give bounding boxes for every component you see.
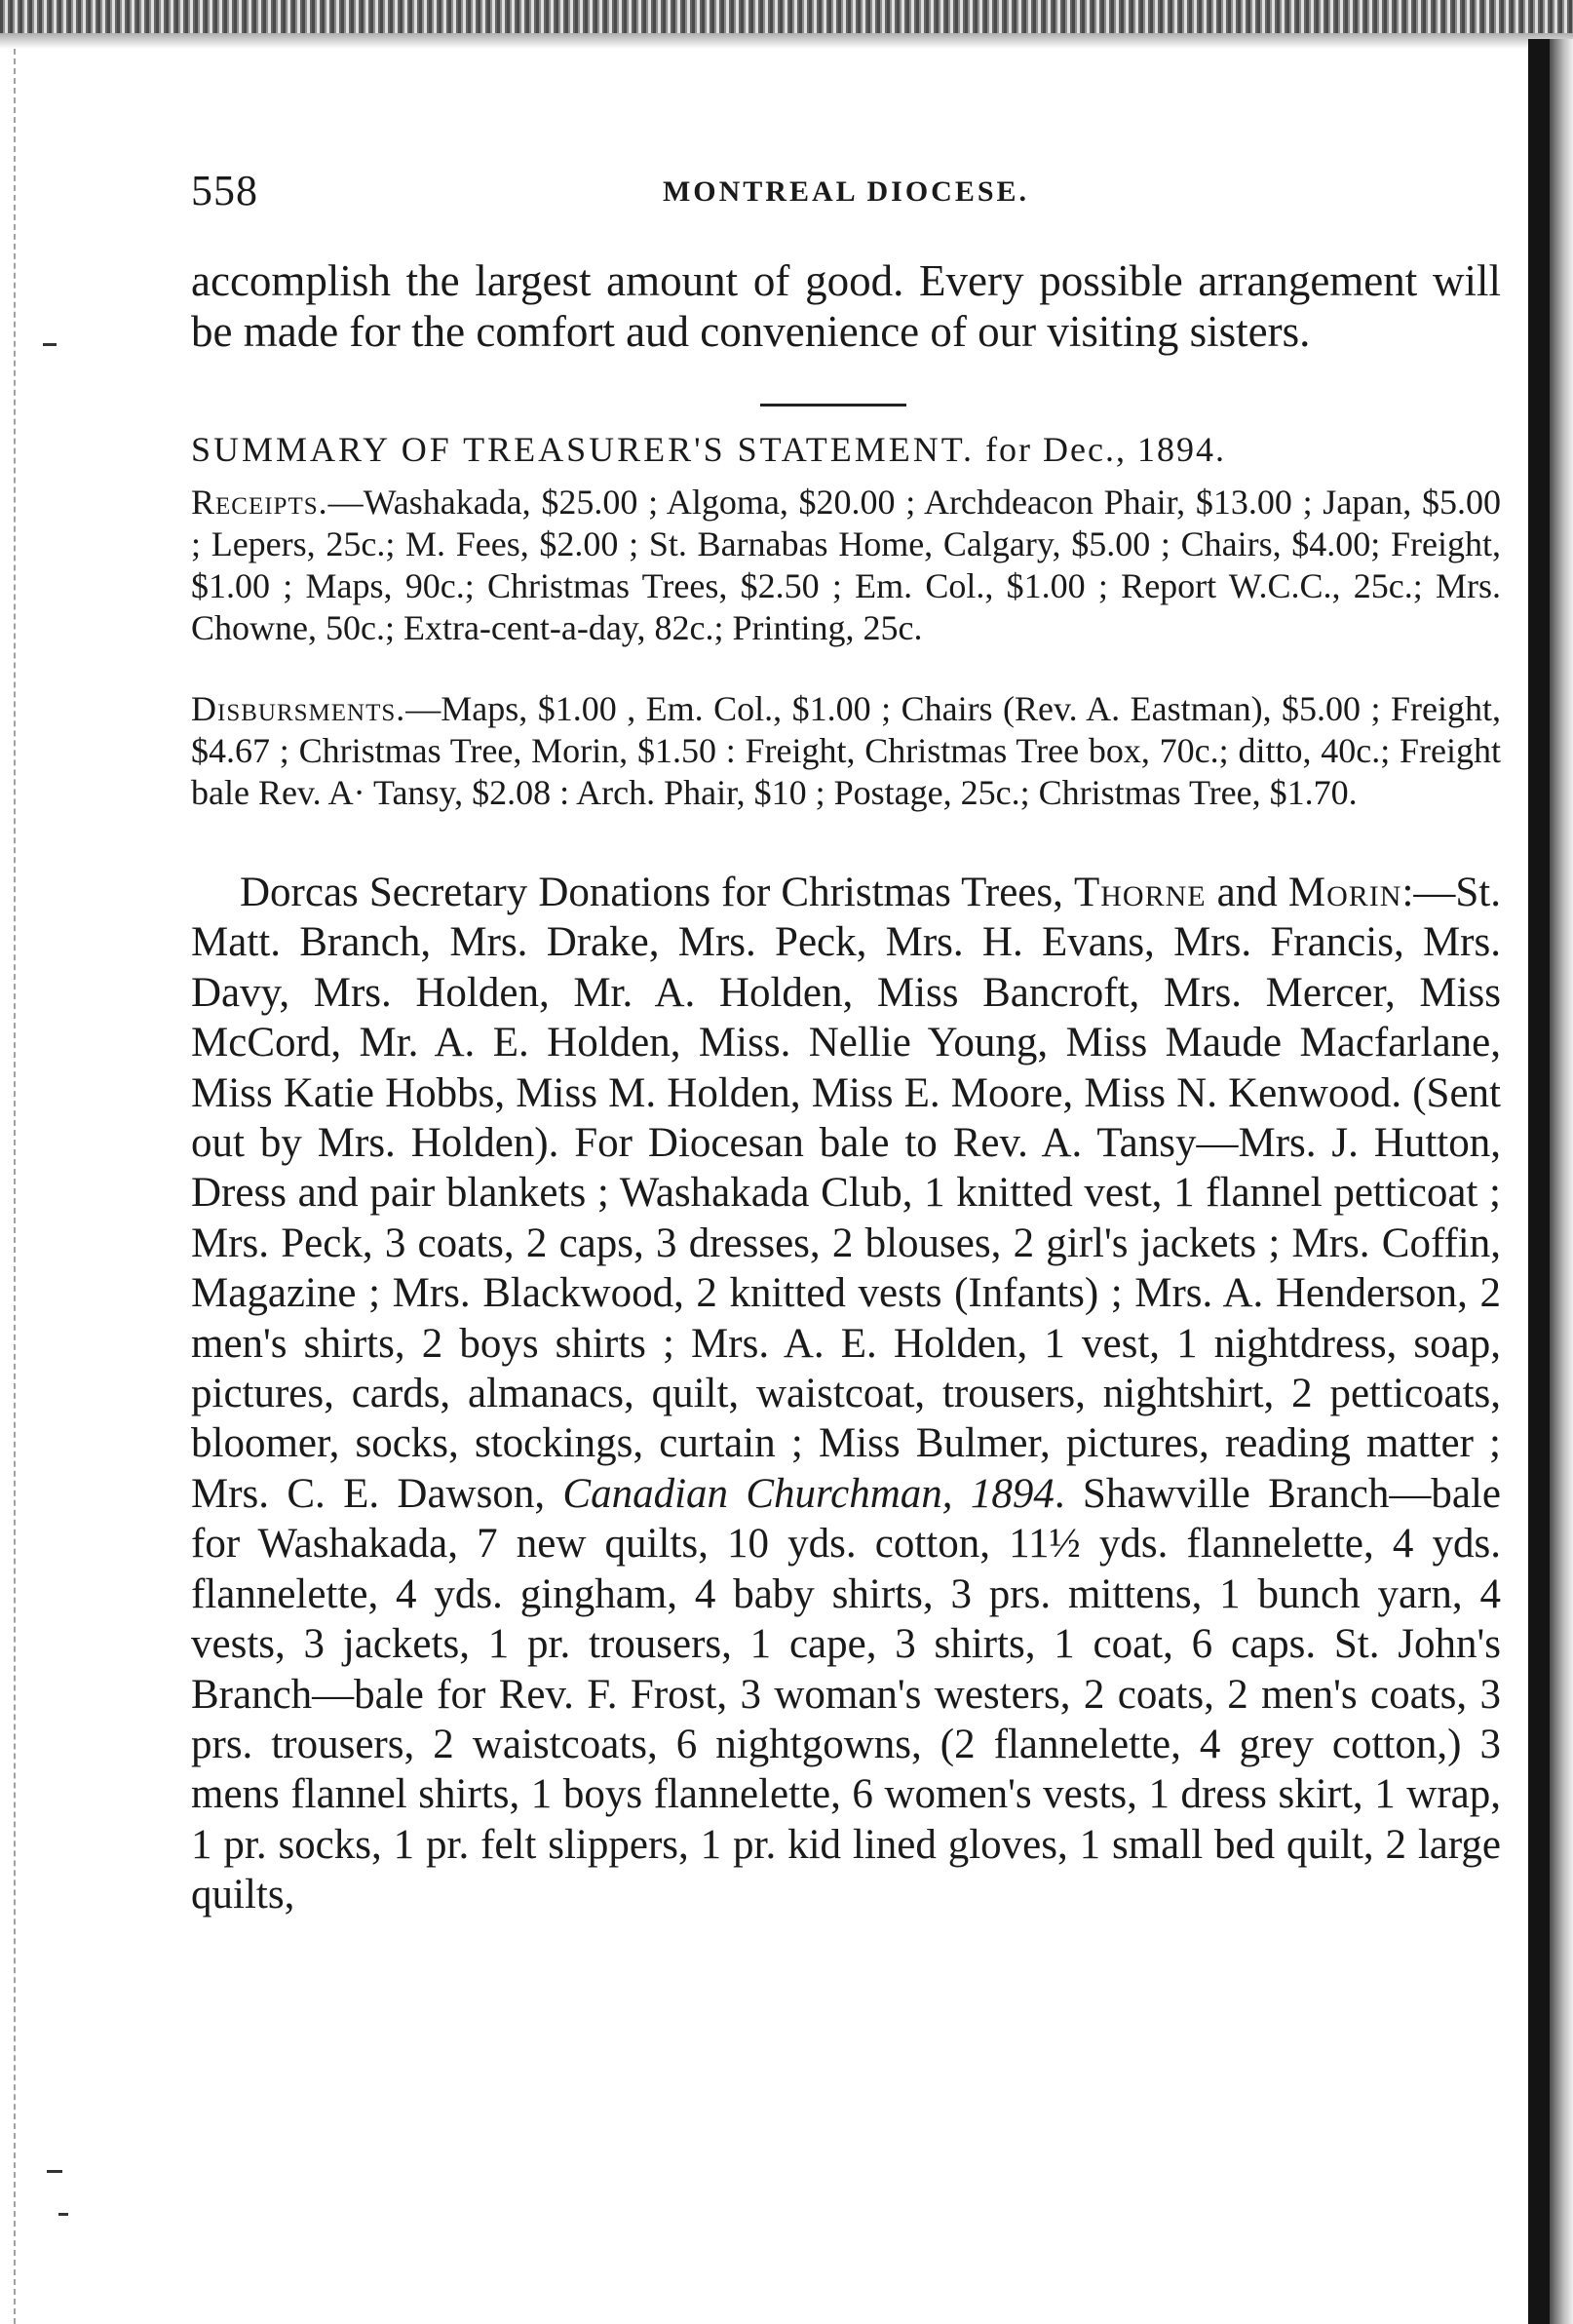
disbursements-label: Disbursments. [191, 689, 406, 728]
dorcas-name-morin: Morin [1287, 870, 1402, 915]
dorcas-text-part-2: . Shawville Branch—bale for Washakada, 7 new quilts, 10 yds. cotton, 11½ yds. flannelette, 4 yds. flannelette, 4 yds. gingham, 4 baby shirts, 3 prs. mittens, 1 bunch yarn, 4 vests, 3 jackets, 1 pr. trousers, 1 cape, 3 shirts, 1 coat, 6 caps. St. John's Branch—bale for Rev. F. Frost, 3 woman's westers, 2 coats, 2 men's coats, 3 prs. trousers, 2 waistcoats, 6 nightgowns, (2 flannelette, 4 grey cotton,) 3 mens flannel shirts, 1 boys flannelette, 6 women's vests, 1 dress skirt, 1 wrap, 1 pr. socks, 1 pr. felt slippers, 1 pr. kid lined gloves, 1 small bed quilt, 2 large quilts, [191, 1470, 1501, 1918]
dorcas-and: and [1206, 870, 1288, 915]
page-header-title: MONTREAL DIOCESE. [662, 175, 1030, 208]
disbursements-paragraph [191, 688, 1501, 814]
page-number: 558 [191, 167, 258, 214]
running-head [191, 166, 1501, 224]
lead-paragraph-text: accomplish the largest amount of good. Every possible arrangement will be made for the comfort aud convenience of our visiting sisters. [191, 256, 1501, 356]
dorcas-intro: Dorcas Secretary Donations for Christmas Trees, [240, 870, 1074, 915]
receipts-label: Receipts. [191, 483, 328, 522]
receipts-paragraph [191, 482, 1501, 649]
summary-heading-suffix: for Dec., 1894. [975, 430, 1226, 469]
dorcas-name-thorne: Thorne [1073, 870, 1207, 915]
summary-heading-main: SUMMARY OF TREASURER'S STATEMENT. [191, 430, 976, 469]
summary-heading [191, 429, 1501, 470]
lead-paragraph [191, 255, 1501, 357]
dorcas-donations-paragraph [191, 868, 1501, 1920]
receipts-text: —Washakada, $25.00 ; Algoma, $20.00 ; Archdeacon Phair, $13.00 ; Japan, $5.00 ; Lepers, 25c.; M. Fees, $2.00 ; St. Barnabas Home, Calgary, $5.00 ; Chairs, $4.00; Freight, $1.00 ; Maps, 90c.; Christmas Trees, $2.50 ; Em. Col., $1.00 ; Report W.C.C., 25c.; Mrs. Chowne, 50c.; Extra-cent-a-day, 82c.; Printing, 25c. [191, 483, 1501, 647]
dorcas-italic-title: Canadian Churchman, 1894 [562, 1470, 1055, 1517]
section-divider [760, 404, 906, 407]
dorcas-text-part-1: :—St. Matt. Branch, Mrs. Drake, Mrs. Peck, Mrs. H. Evans, Mrs. Francis, Mrs. Davy, Mrs. Holden, Mr. A. Holden, Miss Bancroft, Mrs. Mercer, Miss McCord, Mr. A. E. Holden, Miss. Nellie Young, Miss Maude Macfarlane, Miss Katie Hobbs, Miss M. Holden, Miss E. Moore, Miss N. Kenwood. (Sent out by Mrs. Holden). For Diocesan bale to Rev. A. Tansy—Mrs. J. Hutton, Dress and pair blankets ; Washakada Club, 1 knitted vest, 1 flannel petticoat ; Mrs. Peck, 3 coats, 2 caps, 3 dresses, 2 blouses, 2 girl's jackets ; Mrs. Coffin, Magazine ; Mrs. Blackwood, 2 knitted vests (Infants) ; Mrs. A. Henderson, 2 men's shirts, 2 boys shirts ; Mrs. A. E. Holden, 1 vest, 1 nightdress, soap, pictures, cards, almanacs, quilt, waistcoat, trousers, nightshirt, 2 petticoats, bloomer, socks, stockings, curtain ; Miss Bulmer, pictures, reading matter ; Mrs. C. E. Dawson, [191, 870, 1501, 1517]
disbursements-text: —Maps, $1.00 , Em. Col., $1.00 ; Chairs (Rev. A. Eastman), $5.00 ; Freight, $4.67 ; Christmas Tree, Morin, $1.50 : Freight, Christmas Tree box, 70c.; ditto, 40c.; Freight bale Rev. A· Tansy, $2.08 : Arch. Phair, $10 ; Postage, 25c.; Christmas Tree, $1.70. [191, 689, 1501, 812]
